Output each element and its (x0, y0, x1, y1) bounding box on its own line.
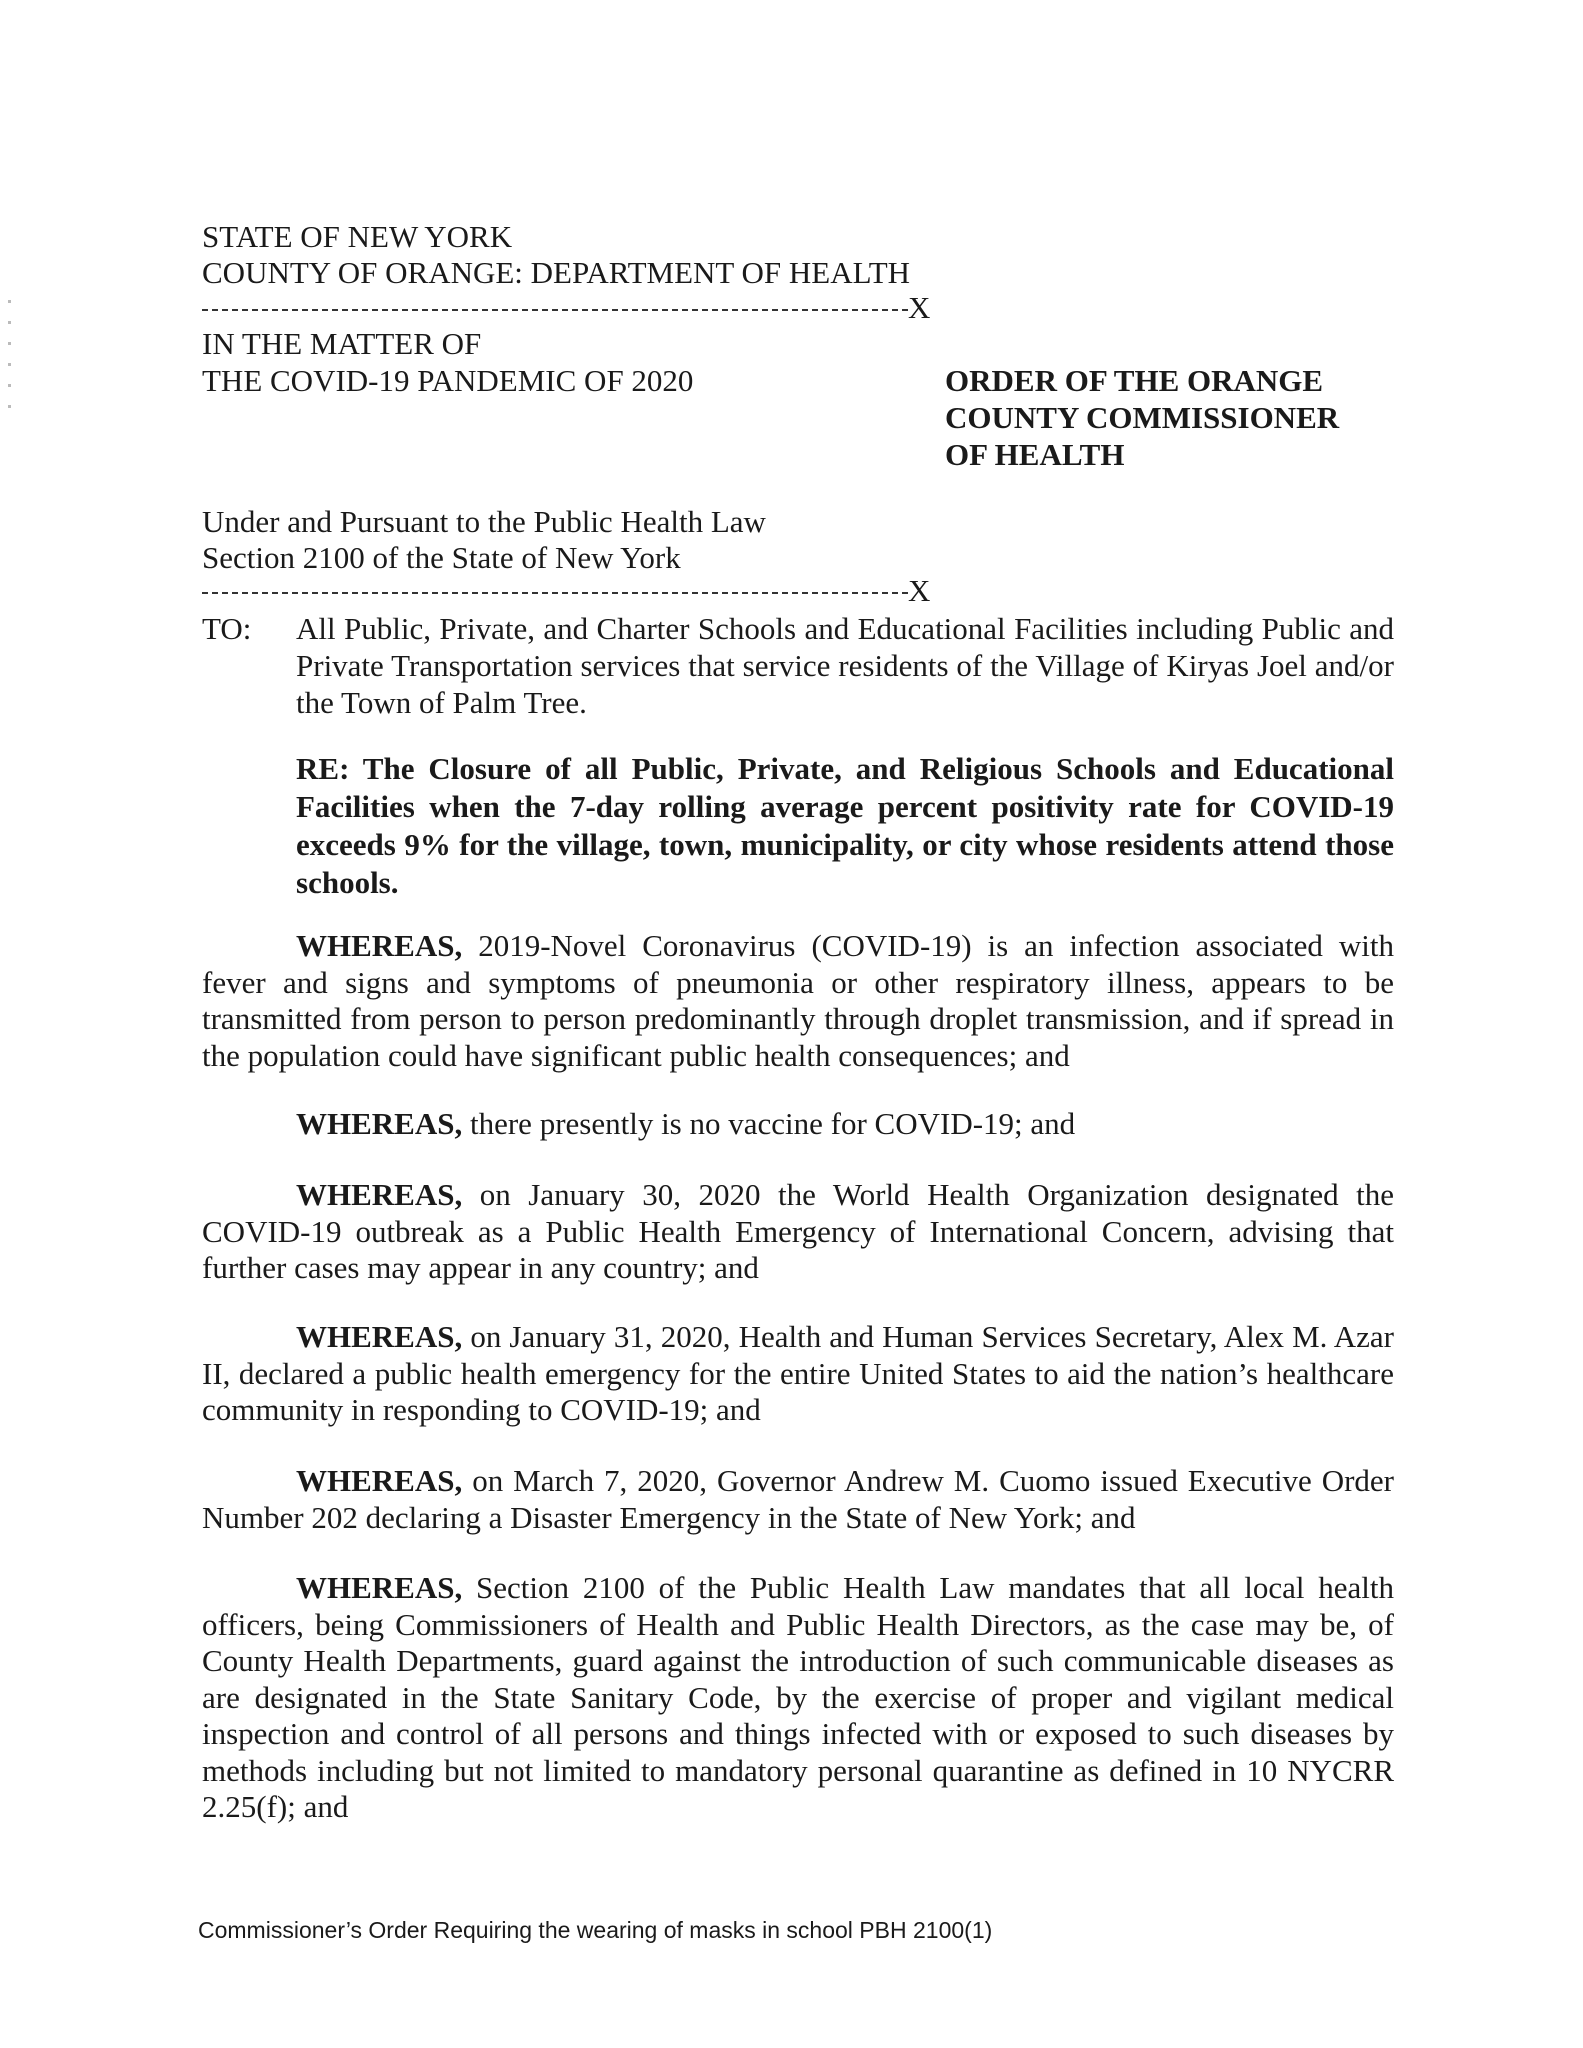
whereas-lead: WHEREAS, (296, 1463, 463, 1498)
caption-x-mark-top: X (908, 290, 931, 325)
caption-pursuant-line2: Section 2100 of the State of New York (202, 540, 681, 575)
scan-margin-marks (8, 300, 12, 426)
whereas-clause-6 (202, 1570, 1394, 1826)
whereas-clause-5 (202, 1463, 1394, 1536)
caption-matter-line2: THE COVID-19 PANDEMIC OF 2020 (202, 363, 694, 398)
whereas-clause-2 (202, 1106, 1394, 1143)
whereas-lead: WHEREAS, (296, 1177, 463, 1212)
re-subject: RE: The Closure of all Public, Private, and Religious Schools and Educational Facilities when the 7-day rolling average percent positivity rate for COVID-19 exceeds 9% for the village, town, municipality, or city whose residents attend those schools. (296, 751, 1394, 900)
order-title-line3: OF HEALTH (945, 437, 1125, 472)
order-title-line2: COUNTY COMMISSIONER (945, 400, 1340, 435)
whereas-lead: WHEREAS, (296, 928, 463, 963)
caption-x-mark-bottom: X (908, 573, 931, 608)
caption-matter-line1: IN THE MATTER OF (202, 326, 482, 361)
whereas-lead: WHEREAS, (296, 1570, 463, 1605)
to-recipients: All Public, Private, and Charter Schools and Educational Facilities including Public and Private Transportation services that service residents of the Village of Kiryas Joel and/or the Town of Palm Tree. (296, 611, 1394, 720)
whereas-text: there presently is no vaccine for COVID-19; and (462, 1106, 1076, 1141)
order-title-line1: ORDER OF THE ORANGE (945, 363, 1324, 398)
whereas-clause-4 (202, 1319, 1394, 1429)
page-footer: Commissioner’s Order Requiring the wearing of masks in school PBH 2100(1) (198, 1917, 993, 1943)
caption-county: COUNTY OF ORANGE: DEPARTMENT OF HEALTH (202, 255, 911, 290)
caption-divider-bottom (202, 592, 908, 594)
whereas-clause-1 (202, 928, 1394, 1074)
to-label: TO: (202, 611, 252, 646)
whereas-text: on January 30, 2020 the World Health Organization designated the COVID-19 outbreak as a Public Health Emergency of International Concern, advising that further cases may appear in any country; and (202, 1177, 1394, 1285)
whereas-clause-3 (202, 1177, 1394, 1287)
whereas-lead: WHEREAS, (296, 1319, 463, 1354)
whereas-lead: WHEREAS, (296, 1106, 463, 1141)
whereas-text: on January 31, 2020, Health and Human Services Secretary, Alex M. Azar II, declared a public health emergency for the entire United States to aid the nation’s healthcare community in responding to COVID-19; and (202, 1319, 1394, 1427)
whereas-text: on March 7, 2020, Governor Andrew M. Cuomo issued Executive Order Number 202 declaring a Disaster Emergency in the State of New York; and (202, 1463, 1394, 1535)
order-title (945, 362, 1339, 473)
caption-state: STATE OF NEW YORK (202, 219, 513, 254)
caption-pursuant-line1: Under and Pursuant to the Public Health Law (202, 504, 766, 539)
caption-divider-top (202, 309, 908, 311)
whereas-text: 2019-Novel Coronavirus (COVID-19) is an infection associated with fever and signs and symptoms of pneumonia or other respiratory illness, appears to be transmitted from person to person predominantly through droplet transmission, and if spread in the population could have significant public health consequences; and (202, 928, 1394, 1073)
whereas-text: Section 2100 of the Public Health Law mandates that all local health officers, being Commissioners of Health and Public Health Directors, as the case may be, of County Health Departments, guard against the introduction of such communicable diseases as are designated in the State Sanitary Code, by the exercise of proper and vigilant medical inspection and control of all persons and things infected with or exposed to such diseases by methods including but not limited to mandatory personal quarantine as defined in 10 NYCRR 2.25(f); and (202, 1570, 1394, 1824)
